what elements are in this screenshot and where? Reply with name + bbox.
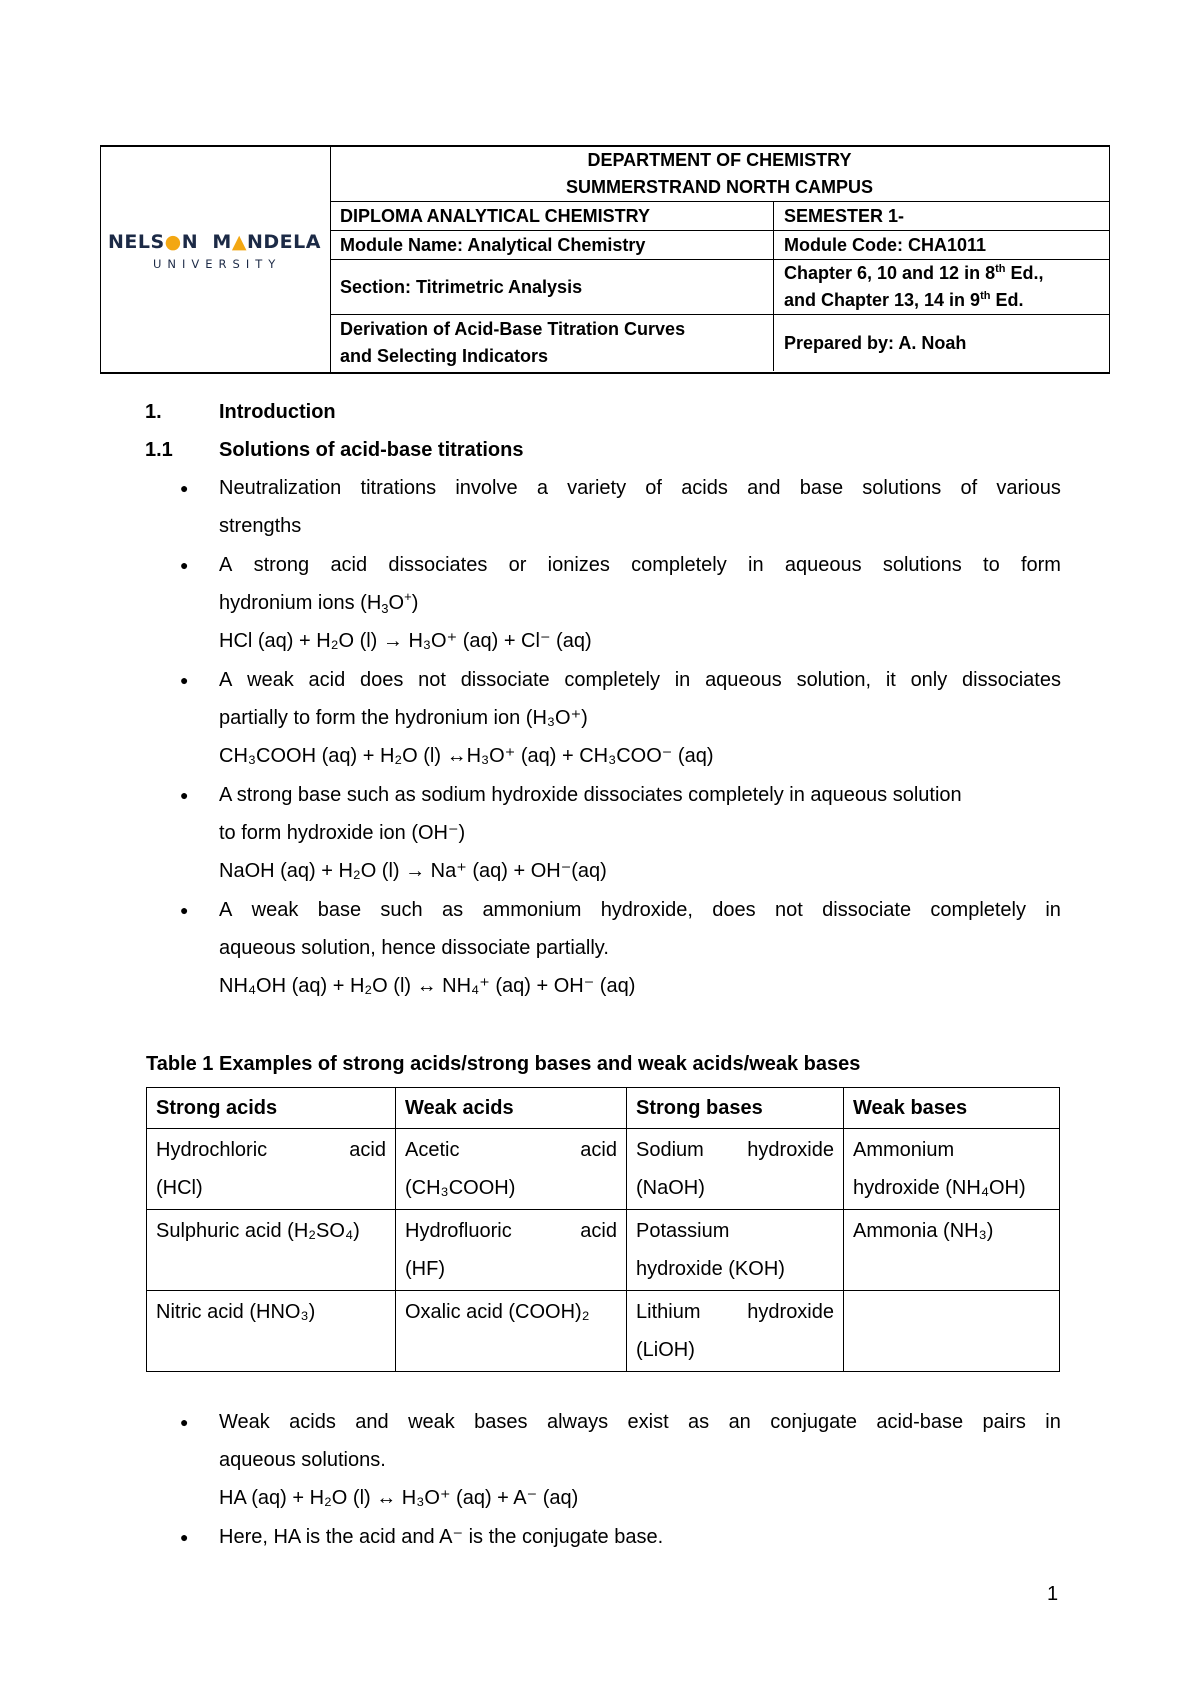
equation-2: CH₃COOH (aq) + H₂O (l) ↔H₃O⁺ (aq) + CH₃COO⁻ (aq): [219, 745, 714, 767]
table-caption: Table 1 Examples of strong acids/strong bases and weak acids/weak bases: [146, 1053, 861, 1075]
word: conjugate: [770, 1411, 857, 1433]
word: weak: [408, 1411, 455, 1433]
page-number: 1: [1047, 1583, 1059, 1605]
department-name: DEPARTMENT OF CHEMISTRY: [587, 150, 852, 170]
header-table: [100, 145, 1110, 374]
table-row: [147, 1210, 1060, 1291]
word: ammonium: [482, 899, 582, 921]
word: does: [360, 669, 404, 691]
word: as: [688, 1411, 710, 1433]
word: involve: [455, 477, 518, 499]
word: Neutralization: [219, 477, 342, 499]
word: acid: [308, 669, 346, 691]
module-code: Module Code: CHA1011: [773, 231, 1114, 259]
word: to: [983, 554, 1000, 576]
table-cell: Potassium hydroxide (KOH): [627, 1210, 844, 1291]
word: as: [441, 899, 464, 921]
table-cell: Acetic acid (CH₃COOH): [396, 1129, 627, 1210]
bullet-5-line-1: [219, 898, 1061, 923]
word: titrations: [360, 477, 437, 499]
word: solutions: [862, 477, 942, 499]
diploma-name: DIPLOMA ANALYTICAL CHEMISTRY: [340, 205, 651, 226]
topic-title: Derivation of Acid-Base Titration Curves and Selecting Indicators: [340, 319, 686, 366]
word: completely: [564, 669, 660, 691]
word: a: [536, 477, 548, 499]
table-cell: Hydrofluoric acid (HF): [396, 1210, 627, 1291]
word: in: [1045, 899, 1061, 921]
word: strong: [253, 554, 310, 576]
header-row-topic: [330, 315, 1109, 371]
table-cell: [844, 1291, 1060, 1372]
section-title: Introduction: [219, 401, 336, 423]
word: acid: [330, 554, 368, 576]
table-header-cell: Strong bases: [627, 1088, 844, 1129]
word: solution,: [796, 669, 872, 691]
bullet-icon: ●: [180, 480, 189, 496]
word: weak: [251, 899, 299, 921]
header-row-diploma: [330, 202, 1109, 231]
header-info-grid: [330, 147, 1110, 372]
word: A: [219, 669, 233, 691]
subsection-number: 1.1: [145, 439, 173, 461]
acid-base-table: [146, 1087, 1060, 1372]
bullet-2-line-2: hydronium ions $(H_3O^+)$: [219, 589, 419, 616]
equation-1: HCl (aq) + H₂O (l) → H₃O⁺ (aq) + Cl⁻ (aq): [219, 630, 592, 652]
table-header-cell: Weak acids: [396, 1088, 627, 1129]
word: form: [1020, 554, 1061, 576]
logo-cell: [100, 147, 331, 372]
word: completely: [631, 554, 727, 576]
table-cell: Sulphuric acid (H₂SO₄): [147, 1210, 396, 1291]
semester: SEMESTER 1-: [773, 202, 1114, 230]
bullet-2-line-1: [219, 553, 1061, 578]
table-cell: Nitric acid (HNO₃): [147, 1291, 396, 1372]
word: aqueous: [705, 669, 782, 691]
bullet-icon: ●: [180, 902, 189, 918]
word: of: [960, 477, 978, 499]
word: not: [418, 669, 446, 691]
word: exist: [627, 1411, 669, 1433]
bullet-7-line-1: Here, HA is the acid and A⁻ is the conjugate base.: [219, 1526, 664, 1548]
subsection-title: Solutions of acid-base titrations: [219, 439, 524, 461]
prepared-by: Prepared by: A. Noah: [773, 315, 1114, 371]
table-row: [147, 1291, 1060, 1372]
word: in: [748, 554, 764, 576]
word: solutions: [882, 554, 962, 576]
word: acid-base: [876, 1411, 964, 1433]
header-row-module: [330, 231, 1109, 260]
module-name: Module Name: Analytical Chemistry: [340, 234, 646, 255]
word: aqueous: [784, 554, 862, 576]
word: of: [645, 477, 662, 499]
word: pairs: [982, 1411, 1026, 1433]
word: dissociate: [460, 669, 550, 691]
table-cell: Lithium hydroxide (LiOH): [627, 1291, 844, 1372]
word: dissociates: [962, 669, 1061, 691]
table-cell: Hydrochloric acid (HCl): [147, 1129, 396, 1210]
logo-sun-o: ●: [164, 231, 182, 253]
word: Weak: [219, 1411, 270, 1433]
word: hydroxide,: [600, 899, 693, 921]
table-cell: Sodium hydroxide (NaOH): [627, 1129, 844, 1210]
section-name: Section: Titrimetric Analysis: [340, 276, 583, 297]
word: base: [799, 477, 844, 499]
bullet-5-line-2: aqueous solution, hence dissociate partially.: [219, 937, 609, 959]
bullet-4-line-1: A strong base such as sodium hydroxide dissociates completely in aqueous solution: [219, 784, 962, 806]
bullet-3-line-2: partially to form the hydronium ion (H₃O⁺): [219, 707, 588, 729]
table-cell: Ammonia (NH₃): [844, 1210, 1060, 1291]
equation-3: NaOH (aq) + H₂O (l) → Na⁺ (aq) + OH⁻(aq): [219, 860, 607, 882]
word: weak: [247, 669, 294, 691]
bullet-icon: ●: [180, 787, 189, 803]
table-row: [147, 1129, 1060, 1210]
word: dissociates: [388, 554, 488, 576]
table-header-row: [147, 1088, 1060, 1129]
word: not: [775, 899, 803, 921]
header-row-dept: [330, 147, 1109, 202]
university-logo: NELS●N M▲NDELA UNIVERSITY: [108, 231, 321, 271]
bullet-icon: ●: [180, 1414, 189, 1430]
word: does: [712, 899, 756, 921]
section-number: 1.: [145, 401, 162, 423]
word: acids: [289, 1411, 336, 1433]
bullet-6-line-1: [219, 1410, 1061, 1435]
equation-4: NH₄OH (aq) + H₂O (l) ↔ NH₄⁺ (aq) + OH⁻ (aq): [219, 975, 636, 997]
word: only: [910, 669, 948, 691]
word: various: [996, 477, 1061, 499]
logo-sun-a: ▲: [231, 231, 247, 253]
campus-name: SUMMERSTRAND NORTH CAMPUS: [566, 177, 873, 197]
word: and: [747, 477, 781, 499]
bullet-icon: ●: [180, 672, 189, 688]
word: always: [546, 1411, 609, 1433]
word: an: [728, 1411, 751, 1433]
word: ionizes: [547, 554, 610, 576]
word: bases: [474, 1411, 528, 1433]
word: such: [380, 899, 423, 921]
table-header-cell: Weak bases: [844, 1088, 1060, 1129]
bullet-6-line-2: aqueous solutions.: [219, 1449, 386, 1471]
word: A: [219, 899, 233, 921]
bullet-icon: ●: [180, 1529, 189, 1545]
word: dissociate: [822, 899, 912, 921]
bullet-4-line-2: to form hydroxide ion (OH⁻): [219, 822, 466, 844]
table-cell: Ammonium hydroxide (NH₄OH): [844, 1129, 1060, 1210]
header-row-section: [330, 260, 1109, 315]
bullet-1-line-2: strengths: [219, 515, 302, 537]
word: A: [219, 554, 233, 576]
word: variety: [567, 477, 627, 499]
table-cell: Oxalic acid (COOH)₂: [396, 1291, 627, 1372]
equation-5: HA (aq) + H₂O (l) ↔ H₃O⁺ (aq) + A⁻ (aq): [219, 1487, 579, 1509]
word: in: [674, 669, 691, 691]
word: acids: [681, 477, 728, 499]
word: completely: [930, 899, 1027, 921]
word: in: [1045, 1411, 1061, 1433]
word: base: [317, 899, 362, 921]
word: it: [885, 669, 896, 691]
bullet-3-line-1: [219, 668, 1061, 693]
bullet-icon: ●: [180, 557, 189, 573]
table-header-cell: Strong acids: [147, 1088, 396, 1129]
bullet-1-line-1: [219, 476, 1061, 501]
word: or: [508, 554, 527, 576]
chapter-reference: Chapter 6, 10 and 12 in 8th Ed., and Chapter 13, 14 in 9th Ed.: [773, 260, 1114, 314]
word: and: [355, 1411, 389, 1433]
